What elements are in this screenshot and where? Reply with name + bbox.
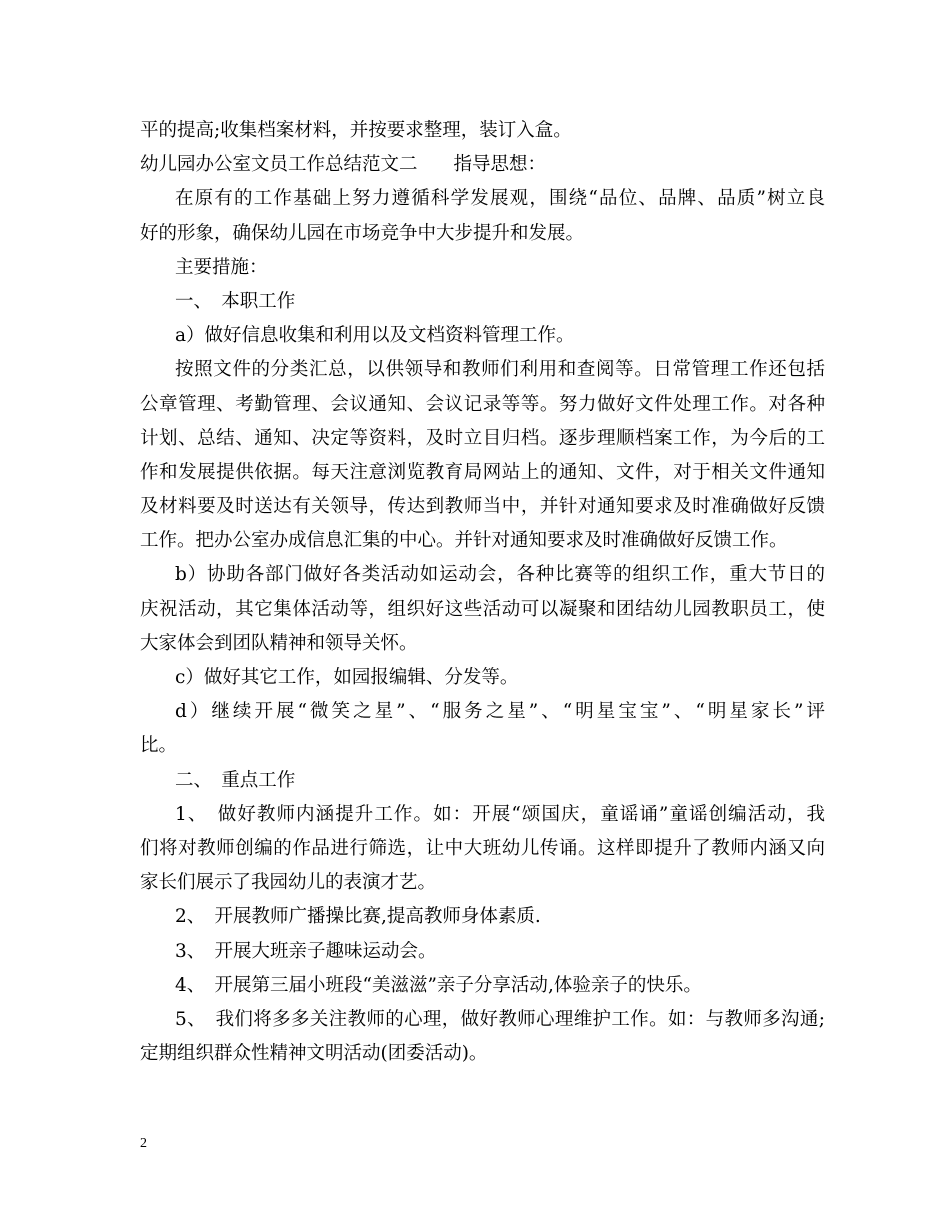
page-number: 2 xyxy=(140,1136,147,1151)
paragraph-line: 作和发展提供依据。每天注意浏览教育局网站上的通知、文件，对于相关文件通知 xyxy=(140,461,825,483)
paragraph-line: 按照文件的分类汇总，以供领导和教师们利用和查阅等。日常管理工作还包括 xyxy=(175,359,825,381)
paragraph-line: 庆祝活动，其它集体活动等，组织好这些活动可以凝聚和团结幼儿园教职员工，使 xyxy=(140,598,825,620)
paragraph-line: 大家体会到团队精神和领导关怀。 xyxy=(140,632,418,654)
document-body xyxy=(140,114,825,1071)
paragraph-line: 家长们展示了我园幼儿的表演才艺。 xyxy=(140,872,437,894)
guiding-ideas-label: 指导思想： xyxy=(453,154,547,176)
section-heading-duties: 一、 本职工作 xyxy=(175,290,296,312)
list-item-4: 4、 开展第三届小班段“美滋滋”亲子分享活动,体验亲子的快乐。 xyxy=(175,974,702,996)
measures-label: 主要措施： xyxy=(175,256,268,278)
paragraph-line: 工作。把办公室办成信息汇集的中心。并针对通知要求及时准确做好反馈工作。 xyxy=(140,530,788,552)
list-item-1: 1、 做好教师内涵提升工作。如：开展“颂国庆，童谣诵”童谣创编活动，我 xyxy=(175,803,825,825)
list-item-2: 2、 开展教师广播操比赛,提高教师身体素质. xyxy=(175,906,541,928)
list-item-3: 3、 开展大班亲子趣味运动会。 xyxy=(175,940,437,962)
paragraph-line: 计划、总结、通知、决定等资料，及时立目归档。逐步理顺档案工作，为今后的工 xyxy=(140,427,825,449)
paragraph-line: 及材料要及时送达有关领导，传达到教师当中，并针对通知要求及时准确做好反馈 xyxy=(140,496,825,518)
document-subtitle: 幼儿园办公室文员工作总结范文二 xyxy=(140,154,418,176)
section-heading-line xyxy=(140,148,825,182)
list-item-5: 5、 我们将多多关注教师的心理，做好教师心理维护工作。如：与教师多沟通; xyxy=(175,1008,825,1030)
paragraph-line: 定期组织群众性精神文明活动(团委活动)。 xyxy=(140,1043,488,1065)
section-heading-key-work: 二、 重点工作 xyxy=(175,769,296,791)
text-line: 平的提高;收集档案材料，并按要求整理，装订入盒。 xyxy=(140,120,572,141)
paragraph-line: 比。 xyxy=(140,735,178,757)
list-item-a: a）做好信息收集和利用以及文档资料管理工作。 xyxy=(175,325,575,347)
list-item-b: b）协助各部门做好各类活动如运动会，各种比赛等的组织工作，重大节日的 xyxy=(175,564,825,586)
paragraph-line: 公章管理、考勤管理、会议通知、会议记录等等。努力做好文件处理工作。对各种 xyxy=(140,393,825,415)
paragraph-line: 好的形象，确保幼儿园在市场竞争中大步提升和发展。 xyxy=(140,222,585,244)
paragraph-line: 在原有的工作基础上努力遵循科学发展观，围绕“品位、品牌、品质”树立良 xyxy=(175,188,825,210)
list-item-d: d）继续开展“微笑之星”、“服务之星”、“明星宝宝”、“明星家长”评 xyxy=(175,701,825,723)
paragraph-line: 们将对教师创编的作品进行筛选，让中大班幼儿传诵。这样即提升了教师内涵又向 xyxy=(140,837,825,859)
list-item-c: c）做好其它工作，如园报编辑、分发等。 xyxy=(175,667,519,688)
